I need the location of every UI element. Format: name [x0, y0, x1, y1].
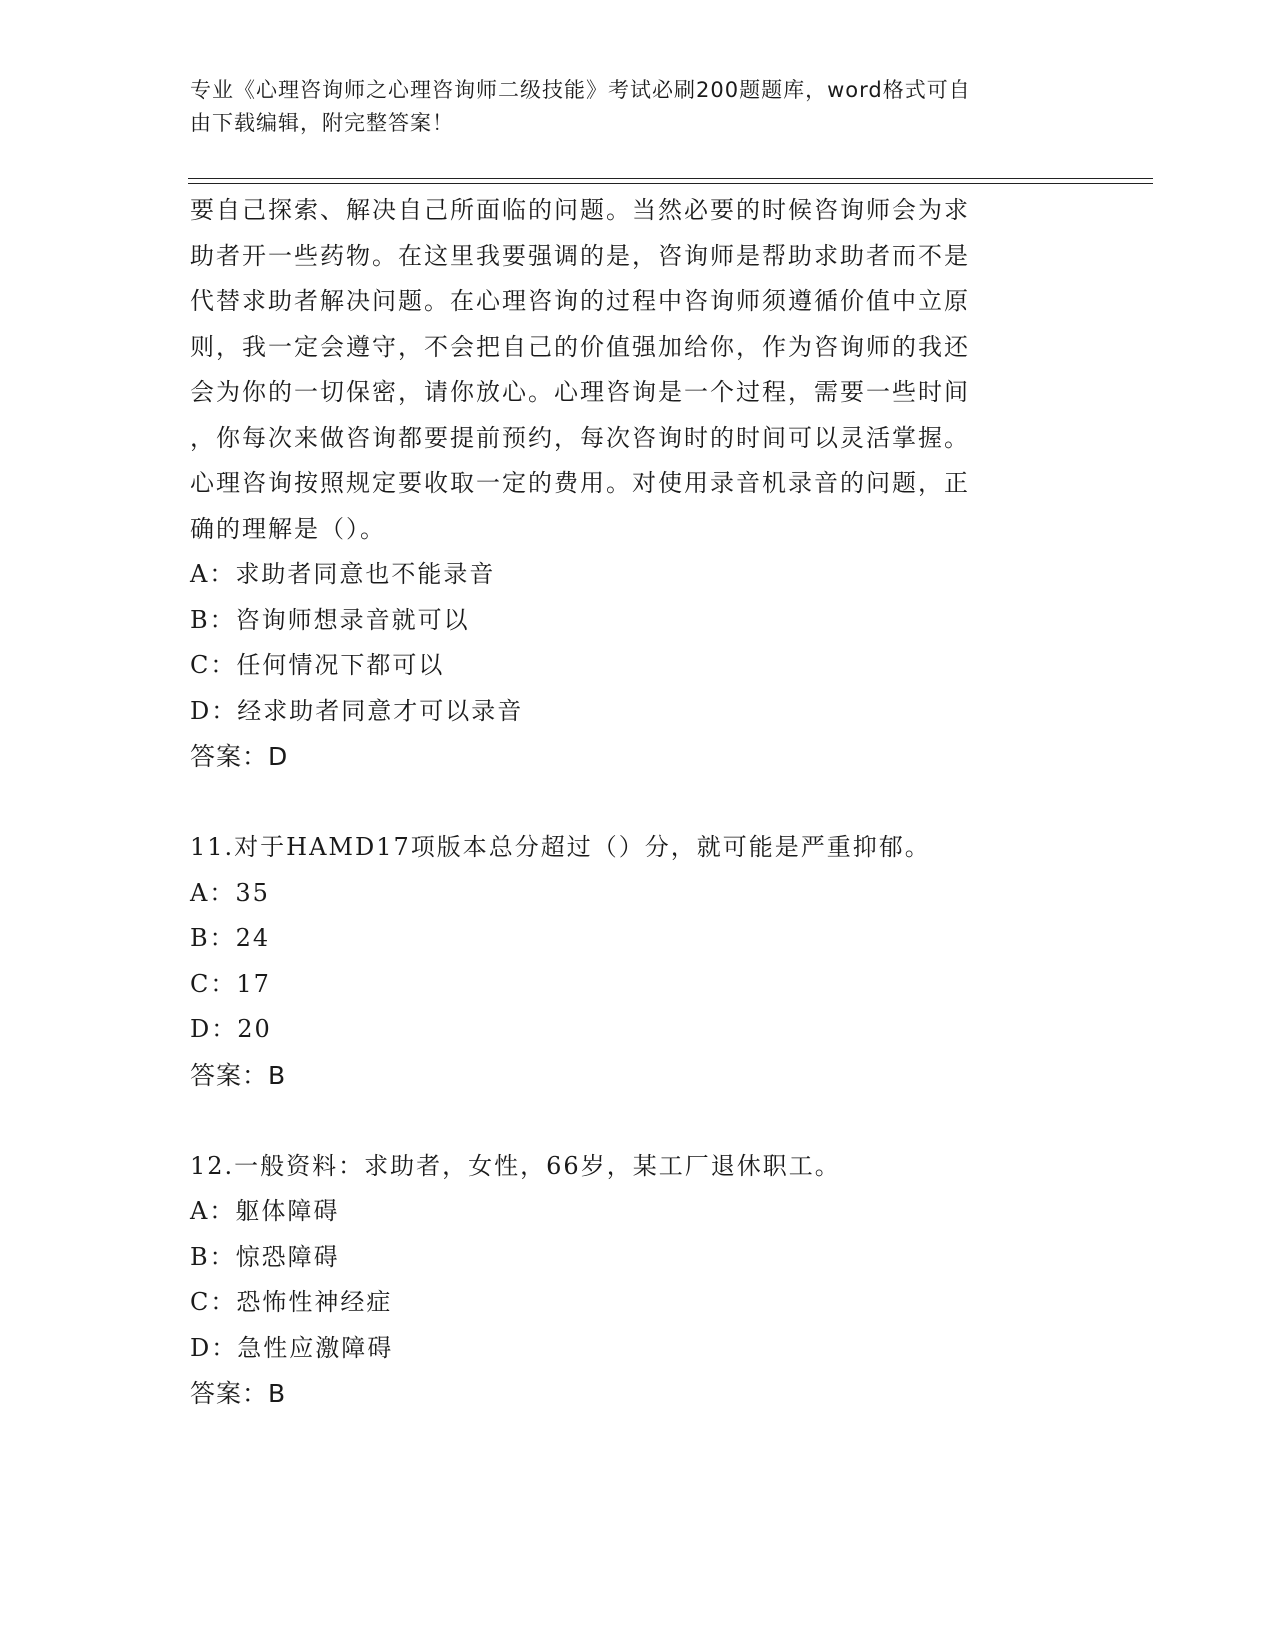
option-b: B：24	[190, 924, 271, 952]
option-a: A：35	[190, 878, 270, 907]
option-a: A：求助者同意也不能录音	[190, 560, 496, 588]
spacer	[190, 1099, 1070, 1144]
header-divider-top	[188, 178, 1153, 179]
question-stem-line: 要自己探索、解决自己所面临的问题。当然必要的时候咨询师会为求	[190, 196, 970, 224]
header-divider-bottom	[188, 183, 1153, 184]
option-d: D：急性应激障碍	[190, 1333, 394, 1362]
question-stem-line: 代替求助者解决问题。在心理咨询的过程中咨询师须遵循价值中立原	[190, 287, 970, 315]
question-stem-line: 则，我一定会遵守，不会把自己的价值强加给你，作为咨询师的我还	[190, 332, 970, 361]
question-12	[190, 1144, 1070, 1418]
answer-label: 答案：D	[190, 742, 289, 771]
option-c: C：任何情况下都可以	[190, 651, 445, 679]
option-c: C：17	[190, 969, 271, 998]
spacer	[190, 780, 1070, 825]
question-stem-line: 心理咨询按照规定要收取一定的费用。对使用录音机录音的问题，正	[190, 469, 970, 497]
answer-label: 答案：B	[190, 1379, 287, 1408]
answer-label: 答案：B	[190, 1060, 287, 1090]
question-10	[190, 188, 1070, 780]
question-stem: 11.对于HAMD17项版本总分超过（）分，就可能是严重抑郁。	[190, 833, 931, 861]
question-11	[190, 825, 1070, 1099]
question-stem-line: 确的理解是（）。	[190, 514, 386, 543]
header-line-2: 由下载编辑，附完整答案！	[190, 111, 454, 135]
option-a: A：躯体障碍	[190, 1197, 340, 1225]
option-b: B：咨询师想录音就可以	[190, 605, 470, 634]
document-body	[190, 188, 1070, 1417]
option-c: C：恐怖性神经症	[190, 1288, 393, 1316]
option-d: D：20	[190, 1015, 272, 1043]
question-stem: 12.一般资料：求助者，女性，66岁，某工厂退休职工。	[190, 1151, 841, 1180]
question-stem-line: ，你每次来做咨询都要提前预约，每次咨询时的时间可以灵活掌握。	[190, 423, 970, 452]
header-line-1: 专业《心理咨询师之心理咨询师二级技能》考试必刷200题题库，word格式可自	[190, 78, 971, 102]
option-b: B：惊恐障碍	[190, 1242, 340, 1271]
page-header	[190, 74, 1070, 140]
question-stem-line: 助者开一些药物。在这里我要强调的是，咨询师是帮助求助者而不是	[190, 241, 970, 270]
question-stem-line: 会为你的一切保密，请你放心。心理咨询是一个过程，需要一些时间	[190, 378, 970, 406]
option-d: D：经求助者同意才可以录音	[190, 696, 524, 725]
